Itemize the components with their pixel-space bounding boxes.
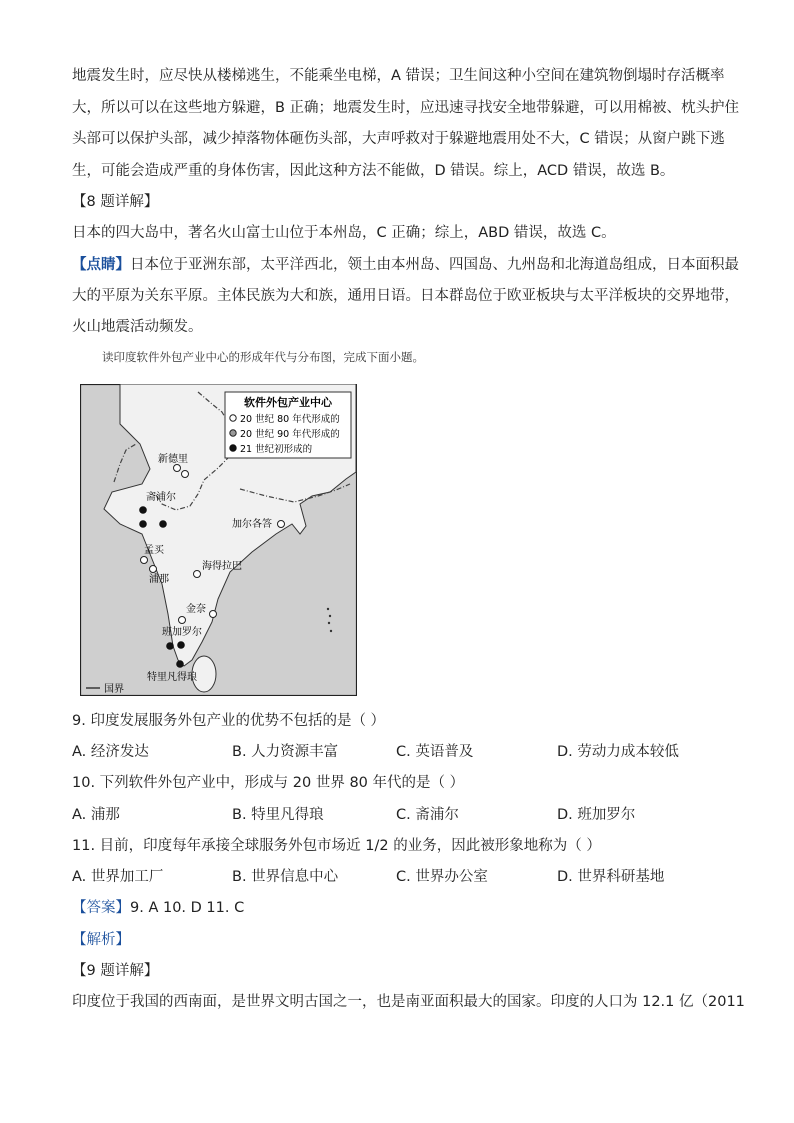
q11-option-d: D. 世界科研基地 bbox=[557, 869, 665, 885]
city-marker-kolkata bbox=[278, 521, 285, 528]
city-marker-21c-c bbox=[159, 520, 167, 528]
legend-item-80s: 20 世纪 80 年代形成的 bbox=[240, 414, 340, 425]
q9-stem: 9. 印度发展服务外包产业的优势不包括的是（ ） bbox=[72, 713, 386, 729]
island-dot bbox=[328, 622, 330, 624]
analysis-label: 【解析】 bbox=[72, 932, 130, 948]
city-label-chennai: 金奈 bbox=[186, 604, 206, 615]
answer-text: 9. A 10. D 11. C bbox=[130, 900, 245, 916]
india-map bbox=[80, 384, 357, 696]
city-marker-21c-b bbox=[139, 520, 147, 528]
tip-label: 【点睛】 bbox=[72, 257, 130, 273]
q10-option-a: A. 浦那 bbox=[72, 807, 120, 823]
q10-stem: 10. 下列软件外包产业中，形成与 20 世界 80 年代的是（ ） bbox=[72, 775, 465, 791]
q9-detail-text: 印度位于我国的西南面，是世界文明古国之一，也是南亚面积最大的国家。印度的人口为 12.1 亿（2011 bbox=[72, 994, 745, 1010]
tip-line2: 大的平原为关东平原。主体民族为大和族，通用日语。日本群岛位于欧亚板块与太平洋板块的交界地带， bbox=[72, 288, 739, 304]
island-dot bbox=[330, 630, 332, 632]
city-marker-mumbai bbox=[141, 557, 148, 564]
q11-option-c: C. 世界办公室 bbox=[396, 869, 488, 885]
island-dot bbox=[327, 608, 329, 610]
q11-option-b: B. 世界信息中心 bbox=[232, 869, 339, 885]
q10-option-d: D. 班加罗尔 bbox=[557, 807, 636, 823]
city-marker-bangalore bbox=[179, 617, 186, 624]
para1-line3: 头部可以保护头部，减少掉落物体砸伤头部，大声呼救对于躲避地震用处不大，C 错误；从窗户跳下逃 bbox=[72, 131, 725, 147]
para1-line4: 生，可能会造成严重的身体伤害，因此这种方法不能做，D 错误。综上，ACD 错误，故选 B。 bbox=[72, 163, 675, 179]
city-label-bangalore: 班加罗尔 bbox=[162, 627, 202, 638]
city-marker-21c-d bbox=[166, 642, 174, 650]
q9-option-d: D. 劳动力成本较低 bbox=[557, 744, 679, 760]
city-label-jaipur: 斋浦尔 bbox=[146, 492, 176, 503]
q9-option-a: A. 经济发达 bbox=[72, 744, 149, 760]
city-marker-delhi-a bbox=[174, 465, 181, 472]
para1-line1: 地震发生时，应尽快从楼梯逃生，不能乘坐电梯，A 错误；卫生间这种小空间在建筑物倒塌时存活概率 bbox=[72, 68, 725, 84]
legend-open-marker bbox=[230, 415, 236, 421]
answer-label: 【答案】 bbox=[72, 900, 130, 916]
q9-detail-heading: 【9 题详解】 bbox=[72, 963, 159, 979]
legend-filled-marker bbox=[230, 445, 236, 451]
tip-line1 bbox=[72, 255, 739, 275]
tip-line3: 火山地震活动频发。 bbox=[72, 319, 203, 335]
city-marker-chennai bbox=[210, 611, 217, 618]
city-label-kolkata: 加尔各答 bbox=[232, 519, 272, 530]
city-label-delhi: 新德里 bbox=[158, 454, 188, 465]
q11-stem: 11. 目前，印度每年承接全球服务外包市场近 1/2 的业务，因此被形象地称为（ ） bbox=[72, 838, 601, 854]
tip-text-1: 日本位于亚洲东部，太平洋西北，领土由本州岛、四国岛、九州岛和北海道岛组成，日本面积最 bbox=[130, 257, 739, 273]
q8-heading: 【8 题详解】 bbox=[72, 194, 159, 210]
city-label-pune: 浦那 bbox=[149, 574, 169, 585]
island-dot bbox=[329, 615, 331, 617]
q10-option-b: B. 特里凡得琅 bbox=[232, 807, 324, 823]
city-marker-pune bbox=[150, 566, 157, 573]
legend-gray-marker bbox=[230, 430, 236, 436]
city-label-hyderabad: 海得拉巴 bbox=[202, 561, 242, 572]
city-label-mumbai: 孟买 bbox=[144, 545, 164, 556]
boundary-legend-label: 国界 bbox=[104, 684, 124, 695]
city-marker-delhi-b bbox=[182, 471, 189, 478]
q9-option-b: B. 人力资源丰富 bbox=[232, 744, 339, 760]
india-map-figure bbox=[80, 384, 357, 696]
q9-option-c: C. 英语普及 bbox=[396, 744, 474, 760]
city-marker-21c-e bbox=[177, 641, 185, 649]
answer-line bbox=[72, 898, 244, 918]
q11-option-a: A. 世界加工厂 bbox=[72, 869, 164, 885]
legend-title: 软件外包产业中心 bbox=[244, 396, 332, 409]
para1-line2: 大，所以可以在这些地方躲避，B 正确；地震发生时，应迅速寻找安全地带躲避，可以用棉被、枕头护住 bbox=[72, 100, 740, 116]
city-label-trivandrum: 特里凡得琅 bbox=[147, 672, 197, 683]
legend-item-21c: 21 世纪初形成的 bbox=[240, 444, 313, 455]
city-marker-trivandrum bbox=[176, 660, 184, 668]
legend-item-90s: 20 世纪 90 年代形成的 bbox=[240, 429, 340, 440]
q10-option-c: C. 斋浦尔 bbox=[396, 807, 459, 823]
city-marker-jaipur bbox=[139, 506, 147, 514]
map-intro: 读印度软件外包产业中心的形成年代与分布图，完成下面小题。 bbox=[102, 350, 424, 364]
q8-text: 日本的四大岛中，著名火山富士山位于本州岛，C 正确；综上，ABD 错误，故选 C。 bbox=[72, 225, 616, 241]
city-marker-hyderabad bbox=[194, 571, 201, 578]
